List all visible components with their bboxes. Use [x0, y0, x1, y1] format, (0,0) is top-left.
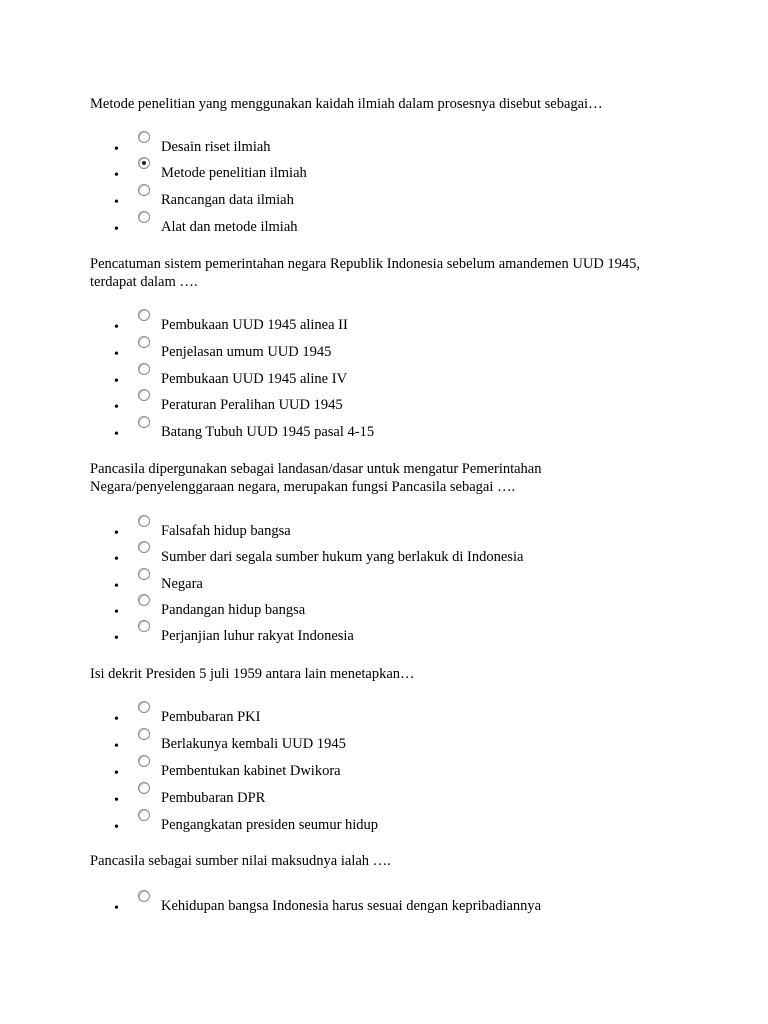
option-q4-3[interactable]: • Pembentukan kabinet Dwikora — [0, 763, 768, 785]
question-2-text: Pencatuman sistem pemerintahan negara Republik Indonesia sebelum amandemen UUD 1945, terdapat dalam …. — [90, 256, 641, 290]
radio-icon[interactable] — [138, 184, 150, 196]
radio-icon[interactable] — [138, 728, 150, 740]
radio-icon[interactable] — [138, 755, 150, 767]
bullet-icon: • — [114, 168, 119, 183]
option-q4-1[interactable]: • Pembubaran PKI — [0, 709, 768, 731]
radio-icon[interactable] — [138, 363, 150, 375]
option-q4-4[interactable]: • Pembubaran DPR — [0, 790, 768, 812]
bullet-icon: • — [114, 400, 119, 415]
question-4-text: Isi dekrit Presiden 5 juli 1959 antara lain menetapkan… — [90, 666, 415, 682]
bullet-icon: • — [114, 605, 119, 620]
option-q4-2[interactable]: • Berlakunya kembali UUD 1945 — [0, 736, 768, 758]
option-q1-2[interactable]: • Metode penelitian ilmiah — [0, 165, 768, 187]
radio-icon[interactable] — [138, 389, 150, 401]
radio-icon[interactable] — [138, 211, 150, 223]
radio-icon[interactable] — [138, 416, 150, 428]
radio-icon[interactable] — [138, 890, 150, 902]
option-q3-4[interactable]: • Pandangan hidup bangsa — [0, 602, 768, 624]
bullet-icon: • — [114, 631, 119, 646]
radio-icon[interactable] — [138, 568, 150, 580]
bullet-icon: • — [114, 901, 119, 916]
bullet-icon: • — [114, 552, 119, 567]
bullet-icon: • — [114, 739, 119, 754]
radio-icon[interactable] — [138, 515, 150, 527]
option-q3-5[interactable]: • Perjanjian luhur rakyat Indonesia — [0, 628, 768, 650]
option-q3-1[interactable]: • Falsafah hidup bangsa — [0, 523, 768, 545]
option-q3-3[interactable]: • Negara — [0, 576, 768, 598]
radio-icon[interactable] — [138, 336, 150, 348]
bullet-icon: • — [114, 793, 119, 808]
option-q2-1[interactable]: • Pembukaan UUD 1945 alinea II — [0, 317, 768, 339]
bullet-icon: • — [114, 427, 119, 442]
radio-icon[interactable] — [138, 594, 150, 606]
option-q1-1[interactable]: • Desain riset ilmiah — [0, 139, 768, 161]
radio-icon[interactable] — [138, 131, 150, 143]
question-3-text: Pancasila dipergunakan sebagai landasan/dasar untuk mengatur Pemerintahan Negara/penyelenggaraan negara, merupakan fungsi Pancasila sebagai …. — [90, 461, 542, 495]
option-q2-4[interactable]: • Peraturan Peralihan UUD 1945 — [0, 397, 768, 419]
bullet-icon: • — [114, 579, 119, 594]
option-q5-1[interactable]: • Kehidupan bangsa Indonesia harus sesuai dengan kepribadiannya — [0, 898, 768, 920]
option-q2-5[interactable]: • Batang Tubuh UUD 1945 pasal 4-15 — [0, 424, 768, 446]
bullet-icon: • — [114, 374, 119, 389]
radio-icon[interactable] — [138, 620, 150, 632]
question-5-text: Pancasila sebagai sumber nilai maksudnya ialah …. — [90, 853, 391, 869]
bullet-icon: • — [114, 526, 119, 541]
bullet-icon: • — [114, 712, 119, 727]
radio-icon[interactable] — [138, 701, 150, 713]
option-q1-3[interactable]: • Rancangan data ilmiah — [0, 192, 768, 214]
radio-icon[interactable] — [138, 809, 150, 821]
bullet-icon: • — [114, 766, 119, 781]
option-q4-5[interactable]: • Pengangkatan presiden seumur hidup — [0, 817, 768, 839]
question-1-text: Metode penelitian yang menggunakan kaidah ilmiah dalam prosesnya disebut sebagai… — [90, 96, 603, 112]
bullet-icon: • — [114, 142, 119, 157]
radio-icon[interactable] — [138, 541, 150, 553]
option-q1-4[interactable]: • Alat dan metode ilmiah — [0, 219, 768, 241]
bullet-icon: • — [114, 320, 119, 335]
radio-icon[interactable] — [138, 309, 150, 321]
bullet-icon: • — [114, 195, 119, 210]
option-q3-2[interactable]: • Sumber dari segala sumber hukum yang berlakuk di Indonesia — [0, 549, 768, 571]
radio-selected-icon[interactable] — [138, 157, 150, 169]
option-q2-3[interactable]: • Pembukaan UUD 1945 aline IV — [0, 371, 768, 393]
bullet-icon: • — [114, 820, 119, 835]
bullet-icon: • — [114, 222, 119, 237]
option-q2-2[interactable]: • Penjelasan umum UUD 1945 — [0, 344, 768, 366]
bullet-icon: • — [114, 347, 119, 362]
radio-icon[interactable] — [138, 782, 150, 794]
